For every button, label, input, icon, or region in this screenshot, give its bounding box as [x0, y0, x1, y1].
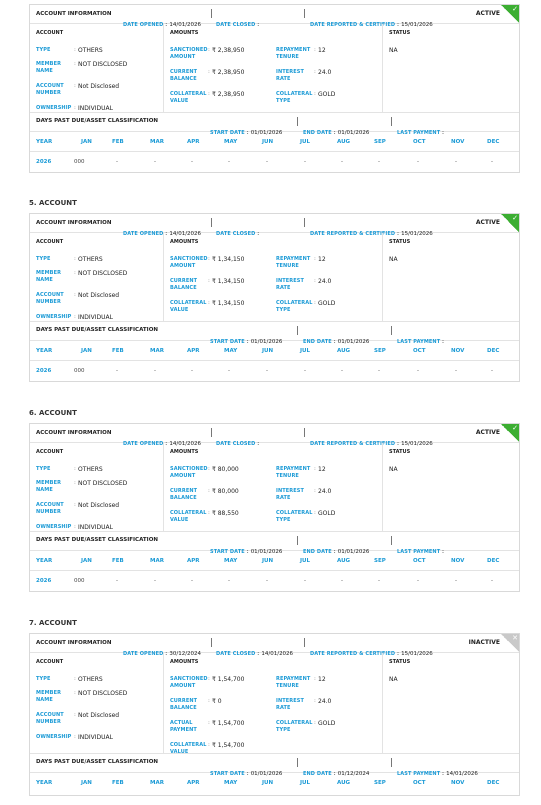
dpd-grid	[30, 132, 519, 172]
month-apr: APR	[187, 139, 200, 145]
month-jun: JUN	[262, 348, 274, 354]
month-jun: JUN	[262, 139, 274, 145]
dpd-value: -	[154, 159, 156, 165]
date-opened: DATE OPENED : 14/01/2026	[123, 441, 202, 447]
dpd-value: -	[417, 159, 419, 165]
end-date: END DATE : 01/01/2026	[303, 339, 370, 345]
start-date: START DATE : 01/01/2026	[210, 339, 283, 345]
month-sep: SEP	[374, 139, 386, 145]
month-sep: SEP	[374, 348, 386, 354]
month-sep: SEP	[374, 780, 386, 786]
month-nov: NOV	[451, 780, 465, 786]
month-aug: AUG	[337, 558, 351, 564]
account-card	[29, 633, 520, 796]
status-corner	[501, 634, 519, 652]
status-badge: ACTIVE	[475, 10, 500, 17]
start-date: START DATE : 01/01/2026	[210, 771, 283, 777]
dpd-value: -	[228, 578, 230, 584]
status-column: STATUS NA	[389, 239, 411, 263]
date-opened: DATE OPENED : 14/01/2026	[123, 22, 202, 28]
status-corner	[501, 424, 519, 442]
dpd-header: DAYS PAST DUE/ASSET CLASSIFICATION START DATE : 01/01/2026 END DATE : 01/01/2026 LAST PAYMENT :	[30, 322, 519, 341]
status-column: STATUS NA	[389, 30, 411, 54]
month-aug: AUG	[337, 139, 351, 145]
month-dec: DEC	[487, 348, 500, 354]
dpd-value: -	[116, 159, 118, 165]
status-badge: ACTIVE	[475, 429, 500, 436]
dpd-value: -	[191, 368, 193, 374]
dpd-value: -	[154, 578, 156, 584]
dpd-grid	[30, 551, 519, 591]
status-value: NA	[389, 466, 398, 473]
status-value: NA	[389, 256, 398, 263]
dpd-value: -	[116, 578, 118, 584]
status-badge: ACTIVE	[475, 219, 500, 226]
month-nov: NOV	[451, 348, 465, 354]
account-column: ACCOUNT TYPE : OTHERS MEMBER NAME : NOT DISCLOSED ACCOUNT NUMBER : Not Disclosed OWNERSHIP : INDIVIDUAL	[30, 443, 164, 531]
dpd-value: -	[116, 368, 118, 374]
month-sep: SEP	[374, 558, 386, 564]
month-dec: DEC	[487, 139, 500, 145]
month-feb: FEB	[112, 780, 124, 786]
dpd-value: -	[228, 368, 230, 374]
month-dec: DEC	[487, 558, 500, 564]
last-payment: LAST PAYMENT :	[397, 549, 445, 555]
month-jul: JUL	[300, 558, 311, 564]
dpd-value: -	[341, 159, 343, 165]
status-column: STATUS NA	[389, 449, 411, 473]
month-apr: APR	[187, 558, 200, 564]
month-jul: JUL	[300, 348, 311, 354]
month-may: MAY	[224, 139, 238, 145]
month-aug: AUG	[337, 780, 351, 786]
amounts-column: AMOUNTS SANCTIONED AMOUNT : ₹ 1,34,150 CURRENT BALANCE : ₹ 1,34,150 COLLATERAL VALUE : ₹ 1,34,150 REPAYMENT TENURE : 12 INTEREST RATE : 24.0 COLLATERAL TYPE : GOLD	[164, 233, 383, 321]
date-closed: DATE CLOSED :	[216, 441, 260, 447]
month-oct: OCT	[413, 558, 426, 564]
month-jul: JUL	[300, 780, 311, 786]
date-reported: DATE REPORTED & CERTIFIED : 15/01/2026	[310, 22, 433, 28]
month-mar: MAR	[150, 139, 164, 145]
dpd-value: -	[341, 368, 343, 374]
dpd-value: -	[266, 159, 268, 165]
month-jun: JUN	[262, 780, 274, 786]
month-feb: FEB	[112, 348, 124, 354]
amounts-column: AMOUNTS SANCTIONED AMOUNT : ₹ 1,54,700 CURRENT BALANCE : ₹ 0 ACTUAL PAYMENT : ₹ 1,54,700 COLLATERAL VALUE : ₹ 1,54,700 REPAYMENT TENURE : 12 INTEREST RATE : 24.0 COLLATERAL TYPE : GOLD	[164, 653, 383, 753]
month-jul: JUL	[300, 139, 311, 145]
dpd-value: -	[417, 368, 419, 374]
date-opened: DATE OPENED : 30/12/2024	[123, 651, 202, 657]
month-apr: APR	[187, 348, 200, 354]
dpd-value: 000	[74, 368, 85, 374]
date-reported: DATE REPORTED & CERTIFIED : 15/01/2026	[310, 441, 433, 447]
month-feb: FEB	[112, 139, 124, 145]
dpd-year: 2026	[36, 578, 52, 584]
check-icon: ✓	[512, 424, 518, 432]
date-closed: DATE CLOSED :	[216, 22, 260, 28]
end-date: END DATE : 01/01/2026	[303, 549, 370, 555]
dpd-value: -	[455, 578, 457, 584]
dpd-header: DAYS PAST DUE/ASSET CLASSIFICATION START DATE : 01/01/2026 END DATE : 01/12/2024 LAST PAYMENT : 14/01/2026	[30, 754, 519, 773]
section-title: 6. ACCOUNT	[29, 409, 77, 417]
month-mar: MAR	[150, 780, 164, 786]
month-oct: OCT	[413, 139, 426, 145]
date-closed: DATE CLOSED :	[216, 231, 260, 237]
dpd-value: -	[191, 578, 193, 584]
month-apr: APR	[187, 780, 200, 786]
dpd-value: 000	[74, 159, 85, 165]
month-oct: OCT	[413, 348, 426, 354]
dpd-header: DAYS PAST DUE/ASSET CLASSIFICATION START DATE : 01/01/2026 END DATE : 01/01/2026 LAST PAYMENT :	[30, 113, 519, 132]
month-may: MAY	[224, 348, 238, 354]
account-card	[29, 213, 520, 382]
last-payment: LAST PAYMENT :	[397, 130, 445, 136]
month-nov: NOV	[451, 558, 465, 564]
start-date: START DATE : 01/01/2026	[210, 549, 283, 555]
account-details	[30, 233, 519, 322]
month-jan: JAN	[81, 348, 92, 354]
dpd-value: -	[304, 578, 306, 584]
dpd-value: -	[341, 578, 343, 584]
last-payment: LAST PAYMENT :	[397, 339, 445, 345]
date-reported: DATE REPORTED & CERTIFIED : 15/01/2026	[310, 231, 433, 237]
status-value: NA	[389, 676, 398, 683]
account-column: ACCOUNT TYPE : OTHERS MEMBER NAME : NOT DISCLOSED ACCOUNT NUMBER : Not Disclosed OWNERSHIP : INDIVIDUAL	[30, 233, 164, 321]
month-jan: JAN	[81, 558, 92, 564]
check-icon: ✓	[512, 214, 518, 222]
last-payment: LAST PAYMENT : 14/01/2026	[397, 771, 478, 777]
dpd-header-row: YEAR JAN FEB MAR APR MAY JUN JUL AUG SEP OCT NOV DEC	[30, 341, 519, 361]
month-may: MAY	[224, 558, 238, 564]
dpd-value: -	[491, 578, 493, 584]
close-icon: ✕	[512, 634, 518, 642]
status-badge: INACTIVE	[468, 639, 500, 646]
end-date: END DATE : 01/12/2024	[303, 771, 370, 777]
section-title: 5. ACCOUNT	[29, 199, 77, 207]
dpd-header-row: YEAR JAN FEB MAR APR MAY JUN JUL AUG SEP OCT NOV DEC	[30, 551, 519, 571]
dpd-value: -	[491, 159, 493, 165]
month-jan: JAN	[81, 139, 92, 145]
dpd-header-row: YEAR JAN FEB MAR APR MAY JUN JUL AUG SEP OCT NOV DEC	[36, 780, 500, 786]
dpd-value: -	[266, 578, 268, 584]
amounts-column: AMOUNTS SANCTIONED AMOUNT : ₹ 2,38,950 CURRENT BALANCE : ₹ 2,38,950 COLLATERAL VALUE : ₹ 2,38,950 REPAYMENT TENURE : 12 INTEREST RATE : 24.0 COLLATERAL TYPE : GOLD	[164, 24, 383, 112]
dpd-value: -	[266, 368, 268, 374]
month-may: MAY	[224, 780, 238, 786]
dpd-value: -	[378, 159, 380, 165]
status-column: STATUS NA	[389, 659, 411, 683]
status-corner	[501, 5, 519, 23]
date-opened: DATE OPENED : 14/01/2026	[123, 231, 202, 237]
dpd-value: -	[455, 159, 457, 165]
account-card	[29, 423, 520, 592]
section-title: 7. ACCOUNT	[29, 619, 77, 627]
month-jan: JAN	[81, 780, 92, 786]
dpd-year: 2026	[36, 159, 52, 165]
month-jun: JUN	[262, 558, 274, 564]
status-corner	[501, 214, 519, 232]
account-details	[30, 443, 519, 532]
month-oct: OCT	[413, 780, 426, 786]
account-info-header: ACCOUNT INFORMATION DATE OPENED : 14/01/2026 DATE CLOSED : DATE REPORTED & CERTIFIED : 15/01/2026 ACTIVE ✓	[30, 424, 519, 443]
dpd-value: -	[191, 159, 193, 165]
dpd-value: -	[378, 578, 380, 584]
account-details	[30, 653, 519, 754]
date-reported: DATE REPORTED & CERTIFIED : 15/01/2026	[310, 651, 433, 657]
month-mar: MAR	[150, 558, 164, 564]
start-date: START DATE : 01/01/2026	[210, 130, 283, 136]
account-column: ACCOUNT TYPE : OTHERS MEMBER NAME : NOT DISCLOSED ACCOUNT NUMBER : Not Disclosed OWNERSHIP : INDIVIDUAL	[30, 653, 164, 753]
dpd-value: -	[228, 159, 230, 165]
dpd-value: -	[154, 368, 156, 374]
month-feb: FEB	[112, 558, 124, 564]
dpd-header: DAYS PAST DUE/ASSET CLASSIFICATION START DATE : 01/01/2026 END DATE : 01/01/2026 LAST PAYMENT :	[30, 532, 519, 551]
account-card	[29, 4, 520, 173]
dpd-value: 000	[74, 578, 85, 584]
dpd-value: -	[378, 368, 380, 374]
dpd-value: -	[304, 368, 306, 374]
dpd-value: -	[417, 578, 419, 584]
status-value: NA	[389, 47, 398, 54]
account-info-header: ACCOUNT INFORMATION DATE OPENED : 14/01/2026 DATE CLOSED : DATE REPORTED & CERTIFIED : 15/01/2026 ACTIVE ✓	[30, 5, 519, 24]
dpd-value: -	[455, 368, 457, 374]
dpd-value: -	[491, 368, 493, 374]
dpd-header-row: YEAR JAN FEB MAR APR MAY JUN JUL AUG SEP OCT NOV DEC	[30, 132, 519, 152]
month-mar: MAR	[150, 348, 164, 354]
dpd-value: -	[304, 159, 306, 165]
date-closed: DATE CLOSED : 14/01/2026	[216, 651, 294, 657]
account-info-header: ACCOUNT INFORMATION DATE OPENED : 14/01/2026 DATE CLOSED : DATE REPORTED & CERTIFIED : 15/01/2026 ACTIVE ✓	[30, 214, 519, 233]
month-nov: NOV	[451, 139, 465, 145]
month-dec: DEC	[487, 780, 500, 786]
end-date: END DATE : 01/01/2026	[303, 130, 370, 136]
amounts-column: AMOUNTS SANCTIONED AMOUNT : ₹ 80,000 CURRENT BALANCE : ₹ 80,000 COLLATERAL VALUE : ₹ 88,550 REPAYMENT TENURE : 12 INTEREST RATE : 24.0 COLLATERAL TYPE : GOLD	[164, 443, 383, 531]
month-aug: AUG	[337, 348, 351, 354]
dpd-grid	[30, 773, 519, 795]
dpd-year: 2026	[36, 368, 52, 374]
account-column: ACCOUNT TYPE : OTHERS MEMBER NAME : NOT DISCLOSED ACCOUNT NUMBER : Not Disclosed OWNERSHIP : INDIVIDUAL	[30, 24, 164, 112]
check-icon: ✓	[512, 5, 518, 13]
account-details	[30, 24, 519, 113]
account-info-header: ACCOUNT INFORMATION DATE OPENED : 30/12/2024 DATE CLOSED : 14/01/2026 DATE REPORTED & CERTIFIED : 15/01/2026 INACTIVE ✕	[30, 634, 519, 653]
dpd-grid	[30, 341, 519, 381]
